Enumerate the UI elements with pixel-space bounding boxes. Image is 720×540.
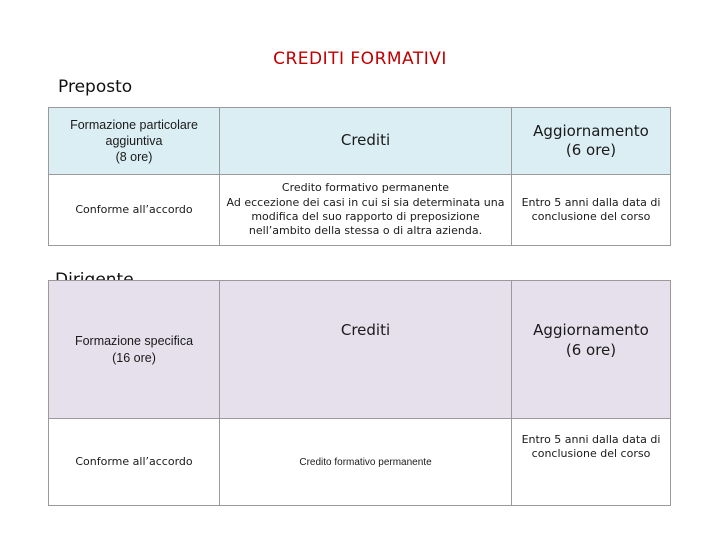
header-formazione-cell	[49, 108, 220, 175]
dirigente-table	[48, 280, 671, 506]
entro-line1: Entro 5 anni dalla data di	[521, 433, 661, 446]
section-label-preposto: Preposto	[58, 77, 133, 97]
credito-line2: Ad eccezione dei casi in cui si sia determinata una	[226, 195, 505, 209]
header-aggiornamento-line2: (6 ore)	[565, 141, 617, 159]
cell-conforme	[49, 175, 220, 246]
header-aggiornamento-line1: Aggiornamento	[533, 121, 649, 140]
cell-entro-5-anni	[512, 419, 671, 506]
header-crediti: Crediti	[340, 321, 391, 339]
credito-line4: nell’ambito della stessa o di altra azienda.	[248, 224, 483, 238]
header-formazione-line3: (8 ore)	[115, 150, 153, 165]
conforme-text: Conforme all’accordo	[75, 454, 193, 468]
preposto-table	[48, 107, 671, 246]
header-aggiornamento-line2: (6 ore)	[565, 340, 617, 359]
header-crediti-cell	[220, 108, 512, 175]
cell-credito-permanente	[220, 419, 512, 506]
entro-line2: conclusione del corso	[531, 210, 651, 223]
table-header-row	[49, 108, 671, 175]
header-aggiornamento-cell	[512, 281, 671, 419]
header-formazione-line2: aggiuntiva	[105, 133, 163, 148]
header-crediti: Crediti	[340, 131, 391, 150]
credito-line3: modifica del suo rapporto di preposizione	[251, 210, 480, 223]
table-row	[49, 175, 671, 246]
header-crediti-cell	[220, 281, 512, 419]
cell-conforme	[49, 419, 220, 506]
header-formazione-cell	[49, 281, 220, 419]
header-aggiornamento-line1: Aggiornamento	[533, 321, 649, 339]
table-row	[49, 419, 671, 506]
credito-line1: Credito formativo permanente	[281, 181, 450, 195]
header-formazione-line2: (16 ore)	[112, 350, 156, 365]
credito-text: Credito formativo permanente	[299, 456, 432, 468]
header-formazione-line1: Formazione specifica	[74, 334, 194, 349]
cell-entro-5-anni	[512, 175, 671, 246]
conforme-text: Conforme all’accordo	[75, 202, 193, 216]
entro-line2: conclusione del corso	[531, 447, 651, 461]
header-aggiornamento-cell	[512, 108, 671, 175]
table-header-row	[49, 281, 671, 419]
page-title: CREDITI FORMATIVI	[273, 49, 447, 69]
cell-credito-permanente	[220, 175, 512, 246]
entro-line1: Entro 5 anni dalla data di	[521, 195, 661, 209]
header-formazione-line1: Formazione particolare	[70, 117, 198, 132]
